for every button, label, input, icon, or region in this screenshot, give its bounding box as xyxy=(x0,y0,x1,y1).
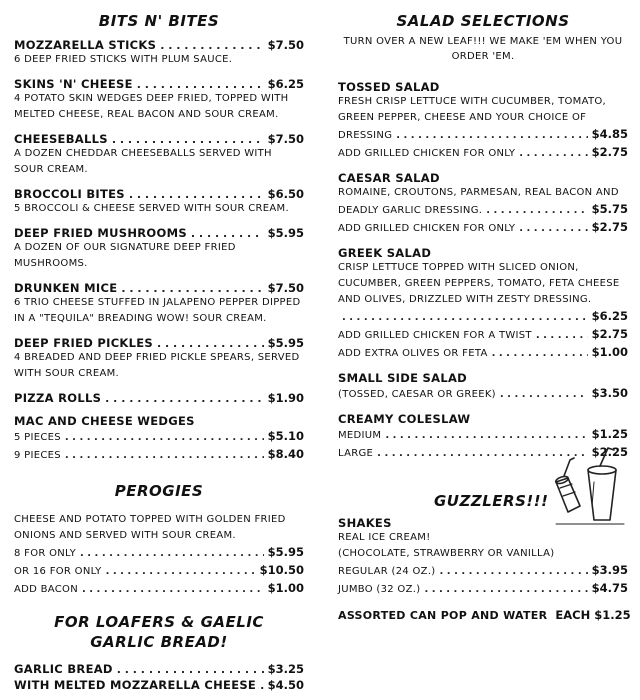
option-label: LARGE xyxy=(338,448,374,459)
option-price: $3.50 xyxy=(591,386,628,400)
menu-item xyxy=(338,171,628,237)
menu-item xyxy=(14,414,304,464)
option-label: ADD GRILLED CHICKEN FOR A TWIST xyxy=(338,330,532,341)
item-price: $6.50 xyxy=(267,187,304,201)
menu-item xyxy=(338,80,628,162)
menu-item xyxy=(14,132,304,178)
option-price: $1.00 xyxy=(267,581,304,595)
menu-item xyxy=(14,391,304,405)
salad-list xyxy=(338,80,628,462)
item-price: $4.50 xyxy=(267,678,304,692)
item-name: DRUNKEN MICE xyxy=(14,281,118,295)
item-name: DEEP FRIED MUSHROOMS xyxy=(14,226,187,240)
item-price: $7.50 xyxy=(267,38,304,52)
item-name: SKINS 'N' CHEESE xyxy=(14,77,133,91)
item-desc: 4 BREADED AND DEEP FRIED PICKLE SPEARS, SERVED WITH SOUR CREAM. xyxy=(14,352,300,379)
item-desc: FRESH CRISP LETTUCE WITH CUCUMBER, TOMATO, GREEN PEPPER, CHEESE AND YOUR CHOICE OF xyxy=(338,96,607,123)
item-name: WITH MELTED MOZZARELLA CHEESE xyxy=(14,678,257,692)
option-price: $2.75 xyxy=(591,327,628,341)
option-price: $4.85 xyxy=(591,127,628,141)
item-name: TOSSED SALAD xyxy=(338,80,440,94)
item-name: CHEESEBALLS xyxy=(14,132,108,146)
item-name: DEEP FRIED PICKLES xyxy=(14,336,154,350)
option-label: 8 FOR ONLY xyxy=(14,548,76,559)
option-price: $10.50 xyxy=(259,563,304,577)
option-label: OR 16 FOR ONLY xyxy=(14,566,102,577)
option-price: $2.75 xyxy=(591,220,628,234)
perogies-desc: CHEESE AND POTATO TOPPED WITH GOLDEN FRIED ONIONS AND SERVED WITH SOUR CREAM. xyxy=(14,514,286,541)
item-desc: 5 BROCCOLI & CHEESE SERVED WITH SOUR CREAM. xyxy=(14,203,289,214)
option-price: $5.10 xyxy=(267,429,304,443)
menu-item xyxy=(14,77,304,123)
menu-item xyxy=(14,38,304,68)
option-label: ADD GRILLED CHICKEN FOR ONLY xyxy=(338,223,516,234)
salad-intro: TURN OVER A NEW LEAF!!! WE MAKE 'EM WHEN YOU ORDER 'EM. xyxy=(343,36,623,62)
item-name: BROCCOLI BITES xyxy=(14,187,125,201)
guzzlers-section xyxy=(338,492,631,622)
option-price: $2.75 xyxy=(591,145,628,159)
item-desc: 6 TRIO CHEESE STUFFED IN JALAPENO PEPPER DIPPED IN A "TEQUILA" BREADING WOW! SOUR CREAM. xyxy=(14,297,301,324)
option-price: $1.25 xyxy=(591,427,628,441)
perogies-section xyxy=(14,482,304,598)
option-price: $6.25 xyxy=(591,309,628,323)
item-name: SHAKES xyxy=(338,516,392,530)
option-label: 5 PIECES xyxy=(14,432,61,443)
item-desc: 6 DEEP FRIED STICKS WITH PLUM SAUCE. xyxy=(14,54,233,65)
option-label: (TOSSED, CAESAR OR GREEK) xyxy=(338,389,496,400)
menu-item xyxy=(338,246,628,362)
item-price: $1.90 xyxy=(267,391,304,405)
item-name: SMALL SIDE SALAD xyxy=(338,371,468,385)
item-price: $5.95 xyxy=(267,226,304,240)
item-price: EACH $1.25 xyxy=(555,608,631,622)
menu-item xyxy=(14,281,304,327)
section-title: SALAD SELECTIONS xyxy=(396,12,570,30)
option-price: $5.95 xyxy=(267,545,304,559)
option-label: REGULAR (24 OZ.) xyxy=(338,566,436,577)
item-name: MOZZARELLA STICKS xyxy=(14,38,157,52)
option-price: $8.40 xyxy=(267,447,304,461)
item-desc: (CHOCOLATE, STRAWBERRY OR VANILLA) xyxy=(338,548,555,559)
item-name: GARLIC BREAD xyxy=(14,662,113,676)
salad-section xyxy=(338,12,628,64)
option-price: $1.00 xyxy=(591,345,628,359)
option-label: JUMBO (32 OZ.) xyxy=(338,584,421,595)
option-label: 9 PIECES xyxy=(14,450,61,461)
menu-item xyxy=(14,336,304,382)
item-name: MAC AND CHEESE WEDGES xyxy=(14,414,195,428)
bits-list xyxy=(14,38,304,464)
item-desc: REAL ICE CREAM! xyxy=(338,532,431,543)
section-title: PEROGIES xyxy=(114,482,204,500)
option-label: ADD EXTRA OLIVES OR FETA xyxy=(338,348,488,359)
option-label: DEADLY GARLIC DRESSING. xyxy=(338,205,483,216)
item-name: PIZZA ROLLS xyxy=(14,391,102,405)
section-title: FOR LOAFERS & GAELIC GARLIC BREAD! xyxy=(54,613,264,651)
menu-item xyxy=(338,371,628,403)
option-price: $5.75 xyxy=(591,202,628,216)
item-price: $7.50 xyxy=(267,281,304,295)
item-desc: 4 POTATO SKIN WEDGES DEEP FRIED, TOPPED WITH MELTED CHEESE, REAL BACON AND SOUR CREAM. xyxy=(14,93,289,120)
item-desc: CRISP LETTUCE TOPPED WITH SLICED ONION, CUCUMBER, GREEN PEPPERS, TOMATO, FETA CHEESE AND OLIVES, DRIZZLED WITH ZESTY DRESSING. xyxy=(338,262,620,305)
item-name: ASSORTED CAN POP AND WATER xyxy=(338,609,548,622)
item-price: $5.95 xyxy=(267,336,304,350)
section-title: BITS N' BITES xyxy=(98,12,220,30)
section-title: GUZZLERS!!! xyxy=(434,492,549,510)
item-price: $6.25 xyxy=(267,77,304,91)
menu-item xyxy=(338,608,631,622)
menu-item xyxy=(338,516,628,598)
item-name: CAESAR SALAD xyxy=(338,171,440,185)
option-label: ADD GRILLED CHICKEN FOR ONLY xyxy=(338,148,516,159)
bits-section xyxy=(14,12,304,30)
item-price: $3.25 xyxy=(267,662,304,676)
option-price: $2.25 xyxy=(591,445,628,459)
option-price: $4.75 xyxy=(591,581,628,595)
option-label: DRESSING xyxy=(338,130,393,141)
item-desc: ROMAINE, CROUTONS, PARMESAN, REAL BACON AND xyxy=(338,187,619,198)
option-label: MEDIUM xyxy=(338,430,382,441)
option-price: $3.95 xyxy=(591,563,628,577)
option-label: ADD BACON xyxy=(14,584,78,595)
item-price: $7.50 xyxy=(267,132,304,146)
item-desc: A DOZEN CHEDDAR CHEESEBALLS SERVED WITH SOUR CREAM. xyxy=(14,148,272,175)
item-name: CREAMY COLESLAW xyxy=(338,412,471,426)
bread-section xyxy=(14,612,304,692)
menu-item xyxy=(14,187,304,217)
item-desc: A DOZEN OF OUR SIGNATURE DEEP FRIED MUSHROOMS. xyxy=(14,242,236,269)
item-name: GREEK SALAD xyxy=(338,246,432,260)
menu-item xyxy=(14,226,304,272)
